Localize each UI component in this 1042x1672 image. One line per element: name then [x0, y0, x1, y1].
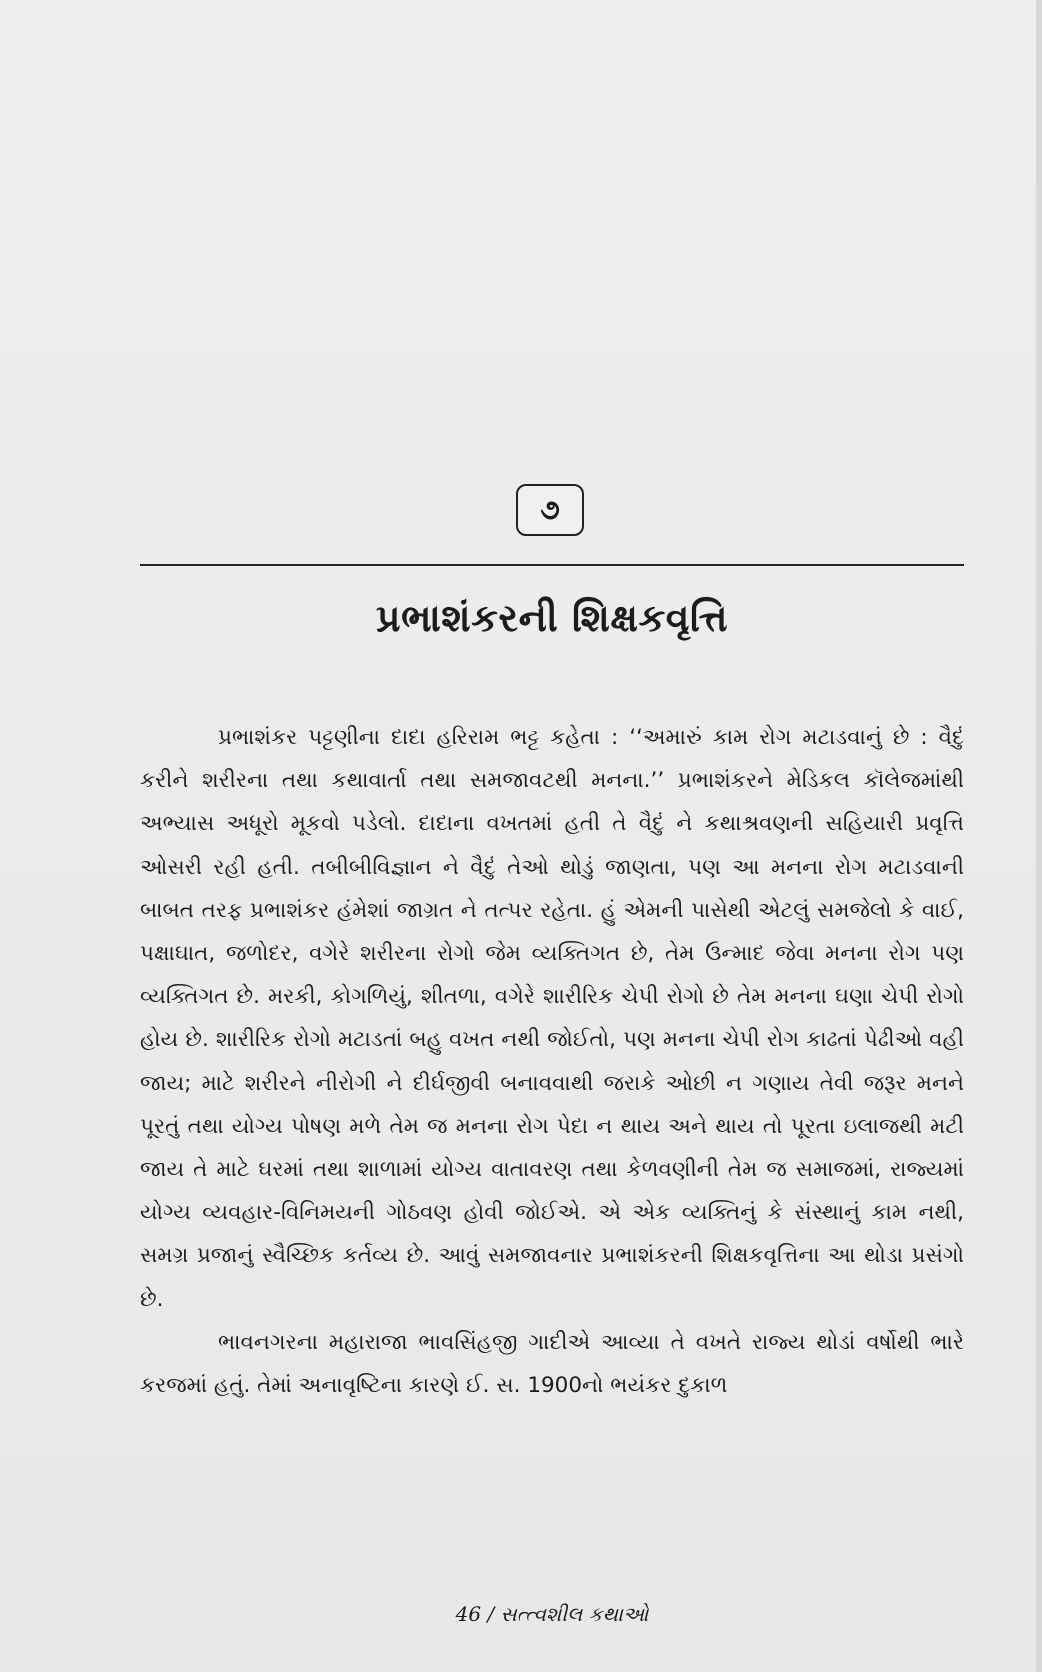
chapter-number: ૭ — [540, 493, 560, 526]
chapter-title: પ્રભાશંકરની શિક્ષકવૃત્તિ — [375, 596, 729, 640]
paragraph: પ્રભાશંકર પટ્ટણીના દાદા હરિરામ ભટ્ટ કહેતા : ‘‘અમારું કામ રોગ મટાડવાનું છે : વૈદું કરીને શરીરના તથા કથાવાર્તા તથા સમજાવટથી મનના.’’ પ્રભાશંકરને મેડિકલ કૉલેજમાંથી અભ્યાસ અધૂરો મૂકવો પડેલો. દાદાના વખતમાં હતી તે વૈદું ને કથાશ્રવણની સહિયારી પ્રવૃત્તિ ઓસરી રહી હતી. તબીબીવિજ્ઞાન ને વૈદું તેઓ થોડું જાણતા, પણ આ મનના રોગ મટાડવાની બાબત તરફ પ્રભાશંકર હંમેશાં જાગ્રત ને તત્પર રહેતા. હું એમની પાસેથી એટલું સમજેલો કે વાઈ, પક્ષાઘાત, જળોદર, વગેરે શરીરના રોગો જેમ વ્યક્તિગત છે, તેમ ઉન્માદ જેવા મનના રોગ પણ વ્યક્તિગત છે. મરકી, કોગળિયું, શીતળા, વગેરે શારીરિક ચેપી રોગો છે તેમ મનના ઘણા ચેપી રોગો હોય છે. શારીરિક રોગો મટાડતાં બહુ વખત નથી જોઈતો, પણ મનના ચેપી રોગ કાઢતાં પેઢીઓ વહી જાય; માટે શરીરને નીરોગી ને દીર્ઘજીવી બનાવવાથી જરાકે ઓછી ન ગણાય તેવી જરૂર મનને પૂરતું તથા યોગ્ય પોષણ મળે તેમ જ મનના રોગ પેદા ન થાય અને થાય તો પૂરતા ઇલાજથી મટી જાય તે માટે ઘરમાં તથા શાળામાં યોગ્ય વાતાવરણ તથા કેળવણીની તેમ જ સમાજમાં, રાજ્યમાં યોગ્ય વ્યવહાર-વિનિમયની ગોઠવણ હોવી જોઈએ. એ એક વ્યક્તિનું કે સંસ્થાનું કામ નથી, સમગ્ર પ્રજાનું સ્વૈચ્છિક કર્તવ્ય છે. આવું સમજાવનાર પ્રભાશંકરની શિક્ષકવૃત્તિના આ થોડા પ્રસંગો છે. — [140, 725, 964, 1312]
chapter-number-box — [516, 484, 584, 536]
page-edge — [1036, 0, 1042, 1672]
paragraph: ભાવનગરના મહારાજા ભાવસિંહજી ગાદીએ આવ્યા તે વખતે રાજ્ય થોડાં વર્ષોથી ભારે કરજમાં હતું. તેમાં અનાવૃષ્ટિના કારણે ઈ. સ. 1900નો ભયંકર દુકાળ — [140, 1329, 964, 1399]
chapter-body — [140, 716, 964, 1407]
chapter-divider — [140, 564, 964, 566]
page-footer: 46 / સત્ત્વશીલ કથાઓ — [455, 1602, 649, 1626]
